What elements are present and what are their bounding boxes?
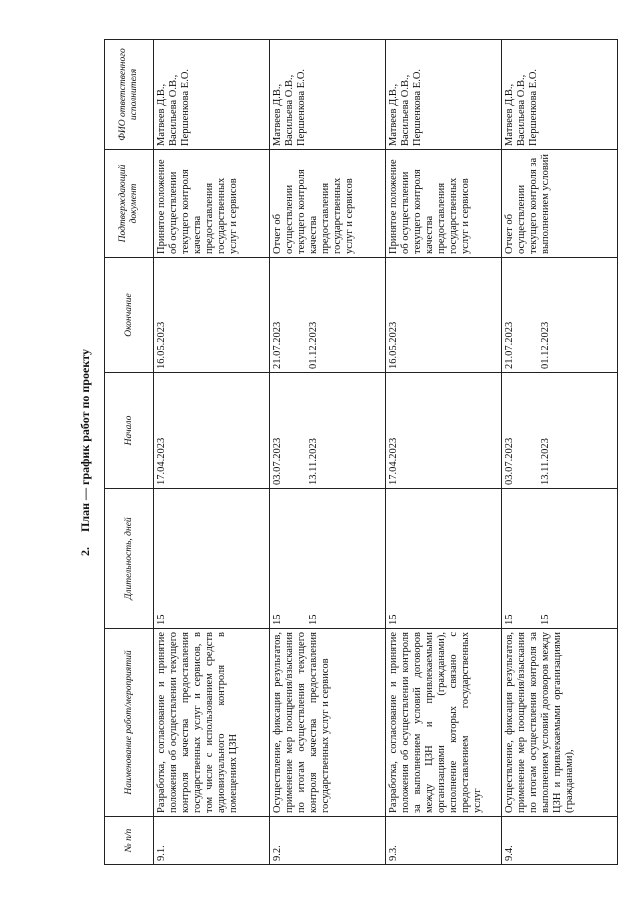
start-cell	[270, 373, 386, 489]
document-cell: Отчет об осуществлении текущего контроля за выполнением условий	[502, 150, 618, 258]
document-cell: Принятое положение об осуществлении текущего контроля качества предоставления государственных услуг и сервисов	[154, 150, 270, 258]
end-date: 01.12.2023	[308, 321, 319, 369]
responsible-cell	[502, 40, 618, 150]
responsible-person: Васильева О.В.,	[168, 74, 179, 146]
duration-cell	[386, 489, 502, 629]
start-date: 03.07.2023	[504, 437, 515, 485]
responsible-person: Васильева О.В.,	[516, 74, 527, 146]
responsible-cell	[154, 40, 270, 150]
project-schedule-table	[104, 39, 618, 865]
responsible-cell	[386, 40, 502, 150]
responsible-person: Васильева О.В.,	[400, 74, 411, 146]
duration-cell	[270, 489, 386, 629]
column-header: ФИО ответственного исполнителя	[105, 40, 154, 150]
end-date: 21.07.2023	[272, 321, 283, 369]
responsible-person: Васильева О.В.,	[284, 74, 295, 146]
start-date: 17.04.2023	[156, 437, 167, 485]
duration-value: 15	[388, 614, 399, 625]
row-number: 9.4.	[502, 817, 618, 865]
end-date: 16.05.2023	[388, 321, 399, 369]
column-header: Начало	[105, 373, 154, 489]
duration-value: 15	[540, 614, 551, 625]
duration-value: 15	[308, 614, 319, 625]
duration-cell	[502, 489, 618, 629]
end-cell	[270, 258, 386, 373]
responsible-person: Матвеев Д.В.,	[272, 83, 283, 146]
duration-value: 15	[156, 614, 167, 625]
task-name: Осуществление, фиксация результатов, применение мер поощрения/взыскания по итогам осуществления контроля за выполнением условий договоров между ЦЗН и привлекаемыми организациями (гражданами),	[502, 629, 618, 817]
task-name: Разработка, согласование и принятие положения об осуществлении контроля за выполнением условий договоров между ЦЗН и привлекаемыми организациями (гражданами), исполнение которых связано с предоставлением государственных услуг	[386, 629, 502, 817]
column-header: Окончание	[105, 258, 154, 373]
start-date: 03.07.2023	[272, 437, 283, 485]
end-date: 16.05.2023	[156, 321, 167, 369]
document-cell: Принятое положение об осуществлении текущего контроля качества предоставления государственных услуг и сервисов	[386, 150, 502, 258]
duration-value: 15	[272, 614, 283, 625]
responsible-person: Першенкова Е.О.	[412, 68, 423, 146]
end-date: 01.12.2023	[540, 321, 551, 369]
table-row	[502, 40, 618, 865]
table-row	[270, 40, 386, 865]
start-date: 13.11.2023	[308, 438, 319, 485]
table-row	[154, 40, 270, 865]
start-date: 13.11.2023	[540, 438, 551, 485]
end-date: 21.07.2023	[504, 321, 515, 369]
table-row	[386, 40, 502, 865]
row-number: 9.1.	[154, 817, 270, 865]
start-cell	[154, 373, 270, 489]
row-number: 9.2.	[270, 817, 386, 865]
end-cell	[386, 258, 502, 373]
column-header: Длительность, дней	[105, 489, 154, 629]
responsible-cell	[270, 40, 386, 150]
section-title: План — график работ по проекту	[78, 349, 92, 532]
responsible-person: Матвеев Д.В.,	[156, 83, 167, 146]
responsible-person: Першенкова Е.О.	[180, 68, 191, 146]
responsible-person: Матвеев Д.В.,	[504, 83, 515, 146]
start-cell	[502, 373, 618, 489]
start-date: 17.04.2023	[388, 437, 399, 485]
duration-value: 15	[504, 614, 515, 625]
row-number: 9.3.	[386, 817, 502, 865]
end-cell	[154, 258, 270, 373]
column-header: Наименование работ/мероприятий	[105, 629, 154, 817]
section-number: 2.	[78, 546, 92, 556]
document-cell: Отчет об осуществлении текущего контроля качества предоставления государственных услуг и сервисов	[270, 150, 386, 258]
section-heading	[78, 0, 93, 905]
responsible-person: Першенкова Е.О.	[296, 68, 307, 146]
task-name: Разработка, согласование и принятие положения об осуществлении текущего контроля качества предоставления государственных услуг и сервисов, в том числе с использованием средств аудиовизуального контроля в помещениях ЦЗН	[154, 629, 270, 817]
responsible-person: Першенкова Е.О.	[528, 68, 539, 146]
start-cell	[386, 373, 502, 489]
responsible-person: Матвеев Д.В.,	[388, 83, 399, 146]
column-header: Подтверждающий документ	[105, 150, 154, 258]
task-name: Осуществление, фиксация результатов, применение мер поощрения/взыскания по итогам осуществления текущего контроля качества предоставления государственных услуг и сервисов	[270, 629, 386, 817]
table-header-row	[105, 40, 154, 865]
end-cell	[502, 258, 618, 373]
column-header: № п/п	[105, 817, 154, 865]
duration-cell	[154, 489, 270, 629]
